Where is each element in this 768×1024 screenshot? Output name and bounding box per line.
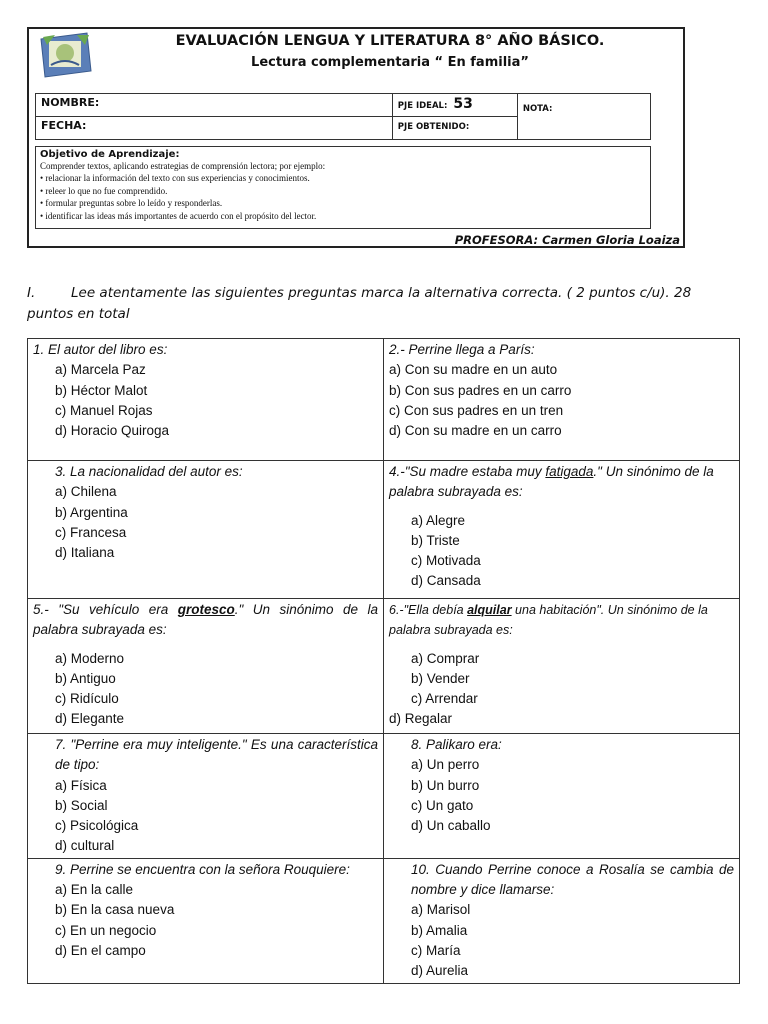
option-c[interactable]: c) Francesa [55,524,127,540]
questions-table [27,338,740,984]
question-stem: 9. Perrine se encuentra con la señora Rouquiere: [55,861,350,877]
option-a[interactable]: a) Alegre [411,512,466,528]
nombre-label: NOMBRE: [41,96,100,109]
option-d[interactable]: d) En el campo [55,942,146,958]
option-b[interactable]: b) Triste [411,532,460,548]
option-a[interactable]: a) Marcela Paz [55,362,146,378]
stem-text: 5.- "Su vehículo era [33,602,178,617]
option-d[interactable]: d) cultural [55,838,115,854]
document-subtitle: Lectura complementaria “ En familia” [251,55,529,70]
question-9 [28,858,384,983]
option-c[interactable]: c) En un negocio [55,922,157,938]
option-d[interactable]: d) Un caballo [411,818,491,834]
option-a[interactable]: a) Chilena [55,484,117,500]
underlined-word: alquilar [467,603,512,617]
option-d[interactable]: d) Horacio Quiroga [55,423,170,439]
question-6 [384,599,740,734]
nota-label: NOTA: [522,104,553,114]
option-b[interactable]: b) Vender [411,670,470,686]
option-c[interactable]: c) Psicológica [55,818,139,834]
question-stem [389,462,734,503]
underlined-word: fatigada [545,464,594,479]
objetivo-line: • formular preguntas sobre lo leído y responderlas. [40,198,223,209]
fecha-field[interactable] [36,117,393,140]
profesora-label: PROFESORA: Carmen Gloria Loaiza [454,233,680,247]
stem-text: 6.-"Ella debía [389,603,468,617]
option-d[interactable]: d) Aurelia [411,963,469,979]
option-d[interactable]: d) Regalar [389,711,453,727]
objetivo-line: • releer lo que no fue comprendido. [40,185,168,196]
question-10 [384,858,740,983]
document-title: EVALUACIÓN LENGUA Y LITERATURA 8° AÑO BÁSICO. [175,33,605,49]
instruction-text: Lee atentamente las siguientes preguntas marca la alternativa correcta. ( 2 puntos c/u). 28 puntos en total [27,285,692,322]
student-info-table [35,93,651,140]
option-a[interactable]: a) Física [55,777,107,793]
stem-text: 4.-"Su madre estaba muy [389,464,546,479]
option-b[interactable]: b) Héctor Malot [55,382,148,398]
pje-ideal-cell [392,94,517,117]
objetivo-line: Comprender textos, aplicando estrategias de comprensión lectora; por ejemplo: [40,161,326,171]
question-2 [384,339,740,461]
option-a[interactable]: a) Comprar [411,650,480,666]
fecha-label: FECHA: [41,119,87,132]
option-c[interactable]: c) Arrendar [411,691,478,707]
stem-text: ." Un sinónimo de la palabra subrayada es: [33,602,379,638]
question-3 [28,461,384,599]
question-5 [28,599,384,734]
option-d[interactable]: d) Elegante [55,711,125,727]
option-d[interactable]: d) Con su madre en un carro [389,423,562,439]
instruction-number: I. [27,285,36,301]
option-b[interactable]: b) Argentina [55,504,128,520]
option-a[interactable]: a) Con su madre en un auto [389,362,558,378]
option-b[interactable]: b) Con sus padres en un carro [389,382,572,398]
option-b[interactable]: b) Un burro [411,777,480,793]
question-stem: 10. Cuando Perrine conoce a Rosalía se cambia de nombre y dice llamarse: [411,861,734,898]
question-stem: 7. "Perrine era muy inteligente." Es una característica de tipo: [55,737,378,773]
objetivo-title: Objetivo de Aprendizaje: [40,149,180,160]
question-1 [28,339,384,461]
objetivo-line: • identificar las ideas más importantes de acuerdo con el propósito del lector. [40,210,317,221]
option-b[interactable]: b) Social [55,797,108,813]
question-8 [384,734,740,859]
option-d[interactable]: d) Cansada [411,573,481,589]
option-c[interactable]: c) María [411,942,461,958]
option-a[interactable]: a) En la calle [55,882,134,898]
option-c[interactable]: c) Motivada [411,553,481,569]
nota-field[interactable] [517,94,650,140]
option-c[interactable]: c) Un gato [411,797,474,813]
stem-text: una habitación". Un sinónimo de la palabra subrayada es: [389,603,708,638]
pje-ideal-label: PJE IDEAL: [397,101,448,111]
nombre-field[interactable] [36,94,393,117]
option-a[interactable]: a) Moderno [55,650,125,666]
objetivo-line: • relacionar la información del texto con sus experiencias y conocimientos. [40,173,310,184]
stem-text: ." Un sinónimo de la palabra subrayada es: [389,464,714,500]
objetivo-box [35,146,651,229]
question-stem: 3. La nacionalidad del autor es: [55,464,243,479]
option-c[interactable]: c) Ridículo [55,691,119,707]
question-stem: 2.- Perrine llega a París: [389,342,535,357]
pje-obtenido-field[interactable] [392,117,517,140]
question-7 [28,734,384,859]
pje-obtenido-label: PJE OBTENIDO: [397,122,470,132]
question-stem [389,600,734,641]
option-b[interactable]: b) En la casa nueva [55,902,175,918]
option-c[interactable]: c) Manuel Rojas [55,402,153,418]
question-stem [33,600,378,641]
underlined-word: grotesco [177,602,235,617]
option-d[interactable]: d) Italiana [55,545,115,561]
option-a[interactable]: a) Marisol [411,902,471,918]
question-4 [384,461,740,599]
question-stem: 1. El autor del libro es: [33,342,168,357]
option-b[interactable]: b) Amalia [411,922,468,938]
school-logo-icon [37,31,93,79]
instruction [27,283,737,325]
question-stem: 8. Palikaro era: [411,737,502,752]
option-b[interactable]: b) Antiguo [55,670,116,686]
option-a[interactable]: a) Un perro [411,757,480,773]
pje-ideal-value: 53 [453,96,473,112]
option-c[interactable]: c) Con sus padres en un tren [389,402,564,418]
